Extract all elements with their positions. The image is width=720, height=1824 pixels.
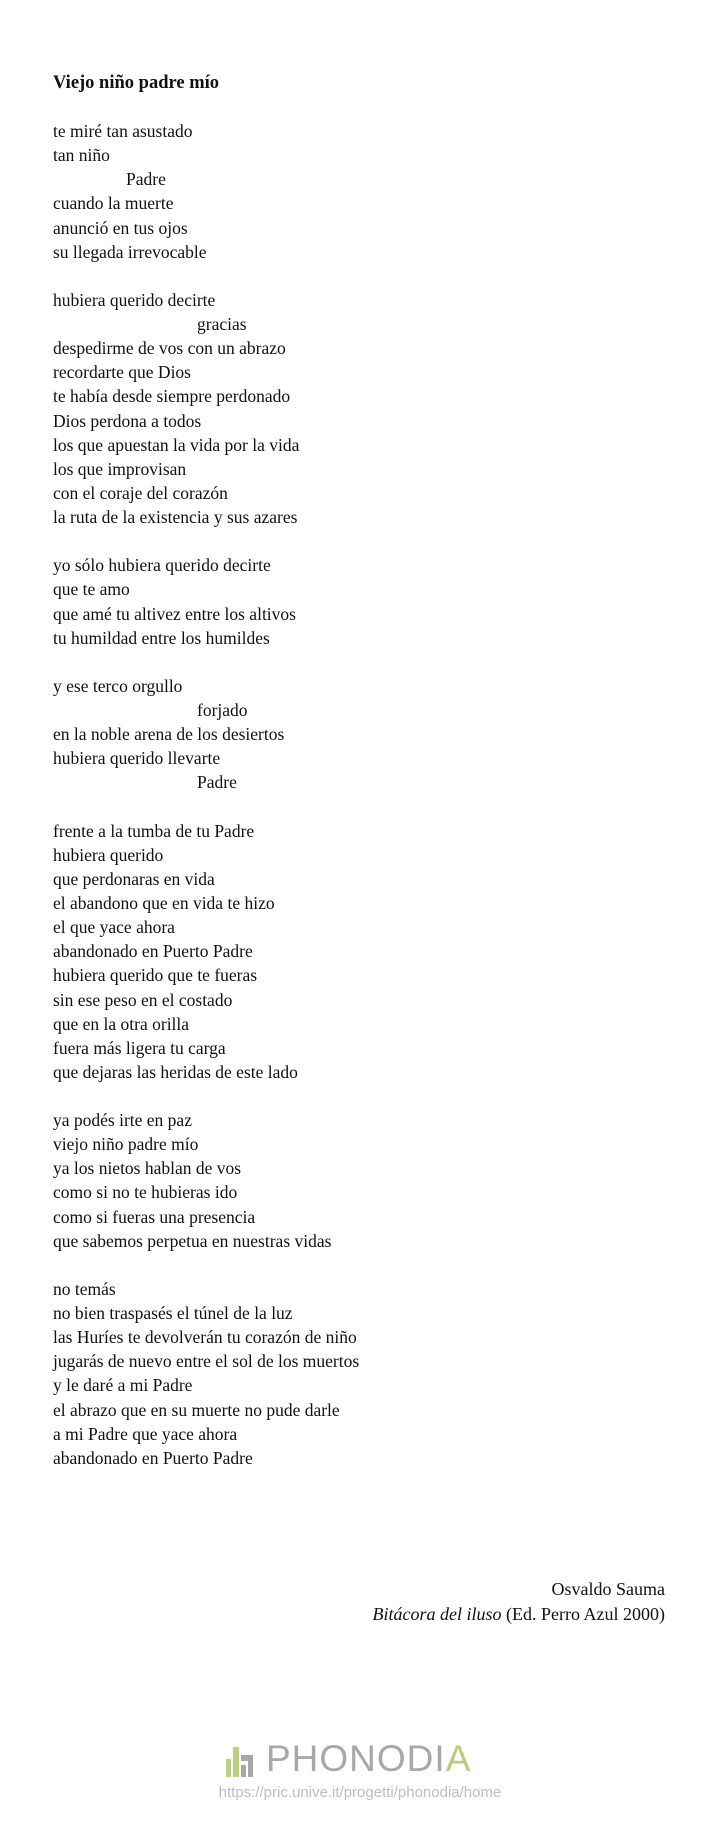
logo-text-accent: A (445, 1738, 472, 1779)
poem-line: tan niño (53, 145, 110, 166)
poem-line: te había desde siempre perdonado (53, 386, 291, 407)
poem-line: que sabemos perpetua en nuestras vidas (53, 1230, 332, 1251)
poem-line: que te amo (53, 579, 130, 600)
poem-line: abandonado en Puerto Padre (53, 941, 253, 962)
publisher-info: (Ed. Perro Azul 2000) (506, 1604, 665, 1624)
logo-wordmark (266, 1738, 472, 1779)
poem-line: que en la otra orilla (53, 1013, 190, 1034)
poem-line: Dios perdona a todos (53, 410, 202, 431)
poem-line: ya podés irte en paz (53, 1110, 192, 1131)
phonodia-logo (226, 1738, 472, 1779)
poem-line: a mi Padre que yace ahora (53, 1423, 238, 1444)
stanza (53, 119, 359, 264)
poem-line: hubiera querido que te fueras (53, 965, 258, 986)
author-name: Osvaldo Sauma (551, 1579, 665, 1599)
poem-line: anunció en tus ojos (53, 217, 188, 238)
poem-body (53, 119, 359, 1494)
poem-line: los que improvisan (53, 458, 187, 479)
book-title: Bitácora del iluso (372, 1604, 502, 1624)
poem-line: viejo niño padre mío (53, 1134, 199, 1155)
logo-text-main: PHONODI (266, 1738, 446, 1779)
poem-line: que perdonaras en vida (53, 868, 215, 889)
stanza (53, 819, 359, 1085)
stanza (53, 553, 359, 650)
poem-line: recordarte que Dios (53, 362, 191, 383)
poem-line: no bien traspasés el túnel de la luz (53, 1303, 293, 1324)
stanza (53, 674, 359, 795)
poem-line: sin ese peso en el costado (53, 989, 233, 1010)
poem-line: como si fueras una presencia (53, 1206, 256, 1227)
poem-line: la ruta de la existencia y sus azares (53, 507, 298, 528)
poem-line: despedirme de vos con un abrazo (53, 338, 286, 359)
bar-chart-icon (226, 1747, 260, 1777)
poem-line: Padre (197, 772, 237, 793)
poem-line: que dejaras las heridas de este lado (53, 1061, 298, 1082)
poem-line: no temás (53, 1278, 116, 1299)
poem-line: el que yace ahora (53, 917, 175, 938)
poem-line: su llegada irrevocable (53, 241, 207, 262)
poem-line: forjado (197, 699, 248, 720)
poem-line: hubiera querido llevarte (53, 748, 221, 769)
poem-line: y le daré a mi Padre (53, 1375, 193, 1396)
poem-line: las Huríes te devolverán tu corazón de niño (53, 1327, 357, 1348)
poem-line: tu humildad entre los humildes (53, 627, 270, 648)
poem-line: cuando la muerte (53, 193, 174, 214)
poem-line: ya los nietos hablan de vos (53, 1158, 242, 1179)
poem-line: Padre (126, 169, 166, 190)
poem-line: frente a la tumba de tu Padre (53, 820, 255, 841)
poem-line: hubiera querido decirte (53, 289, 216, 310)
stanza (53, 1277, 359, 1470)
poem-line: yo sólo hubiera querido decirte (53, 555, 271, 576)
footer-url: https://pric.unive.it/progetti/phonodia/home (218, 1784, 502, 1801)
poem-line: con el coraje del corazón (53, 482, 228, 503)
stanza (53, 1108, 359, 1253)
poem-line: hubiera querido (53, 844, 164, 865)
poem-line: y ese terco orgullo (53, 675, 183, 696)
stanza (53, 288, 359, 529)
poem-line: que amé tu altivez entre los altivos (53, 603, 296, 624)
poem-line: como si no te hubieras ido (53, 1182, 238, 1203)
poem-line: gracias (197, 313, 247, 334)
poem-line: abandonado en Puerto Padre (53, 1447, 253, 1468)
publication-info (373, 1602, 665, 1627)
signature-block (373, 1577, 665, 1627)
poem-line: el abrazo que en su muerte no pude darle (53, 1399, 340, 1420)
poem-line: el abandono que en vida te hizo (53, 892, 275, 913)
poem-line: en la noble arena de los desiertos (53, 724, 285, 745)
poem-line: jugarás de nuevo entre el sol de los muertos (53, 1351, 360, 1372)
poem-line: los que apuestan la vida por la vida (53, 434, 300, 455)
poem-line: te miré tan asustado (53, 121, 193, 141)
poem-title: Viejo niño padre mío (53, 73, 219, 93)
poem-line: fuera más ligera tu carga (53, 1037, 226, 1058)
